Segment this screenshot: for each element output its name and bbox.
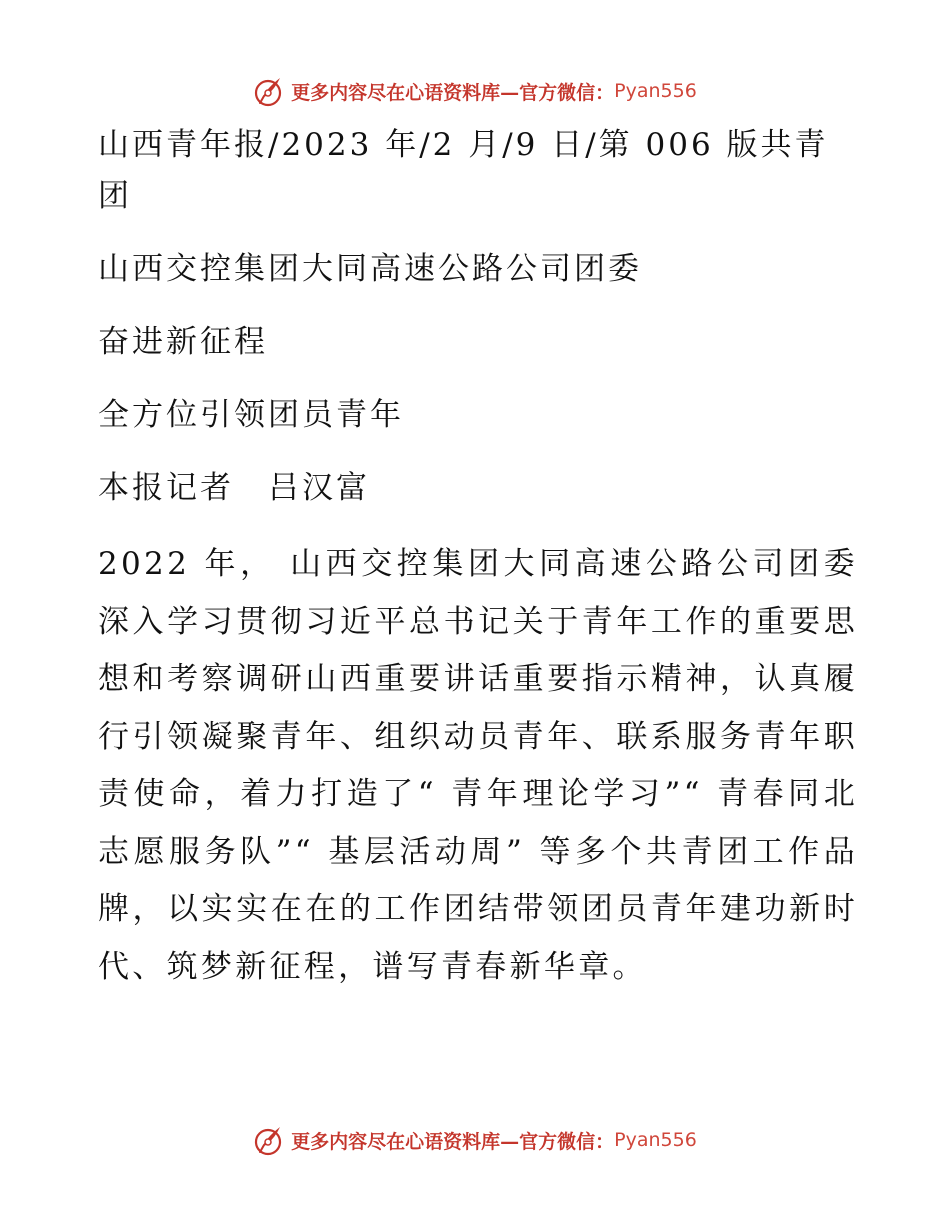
headline-secondary: 全方位引领团员青年: [98, 397, 404, 433]
body-paragraph: 2022 年， 山西交控集团大同高速公路公司团委深入学习贯彻习近平总书记关于青年工作的重要思想和考察调研山西重要讲话重要指示精神，认真履行引领凝聚青年、组织动员青年、联系服务青年职责使命，着力打造了“ 青年理论学习”“ 青春同北志愿服务队”“ 基层活动周” 等多个共青团工作品牌，以实实在在的工作团结带领团员青年建功新时代、筑梦新征程，谱写青春新华章。: [98, 546, 858, 985]
source-line: 山西青年报/2023 年/2 月/9 日/第 006 版共青团: [98, 127, 829, 214]
watermark-banner-top: [0, 71, 950, 111]
watermark-wechat-id: Pyan556: [614, 80, 697, 102]
watermark-text: 更多内容尽在心语资料库—官方微信：: [291, 1130, 615, 1153]
headline-primary: 奋进新征程: [98, 324, 268, 360]
byline: 本报记者 吕汉富: [98, 470, 370, 506]
organization-line: 山西交控集团大同高速公路公司团委: [98, 251, 642, 287]
quill-pen-logo-icon: [253, 1123, 287, 1157]
watermark-wechat-id: Pyan556: [614, 1129, 697, 1151]
watermark-text: 更多内容尽在心语资料库—官方微信：: [291, 81, 615, 104]
article: [98, 120, 858, 996]
watermark-banner-bottom: [0, 1120, 950, 1160]
quill-pen-logo-icon: [253, 74, 287, 108]
